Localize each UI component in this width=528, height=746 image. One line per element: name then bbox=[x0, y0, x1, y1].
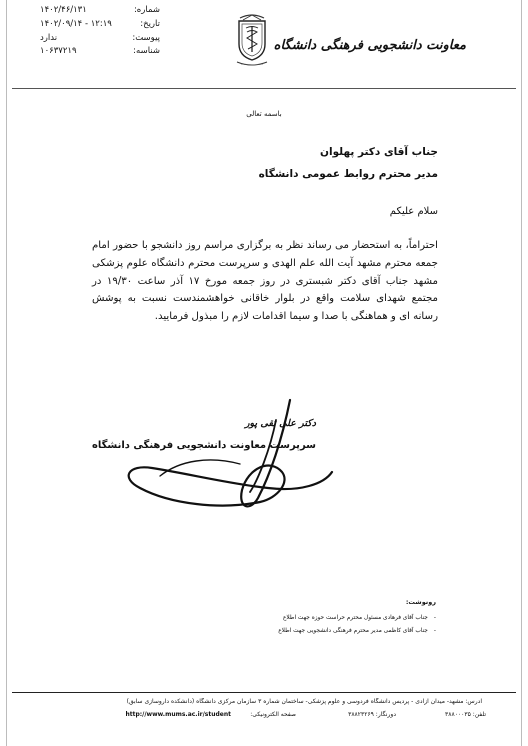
basmala: باسمه تعالی bbox=[246, 110, 282, 118]
signatory-name: دکتر علی تقی پور bbox=[244, 418, 316, 429]
meta-number-label: شماره: bbox=[133, 5, 160, 15]
footer-website-label: صفحه الکترونیکی: bbox=[250, 711, 296, 718]
meta-id-value: ۱۰۶۳۷۲۱۹ bbox=[40, 46, 77, 57]
greeting: سلام علیکم bbox=[389, 206, 438, 217]
footer-phone: تلفن: ۳۸۸۰۰۰۳۵ bbox=[445, 711, 486, 718]
meta-date-value: ۱۴۰۲/۰۹/۱۴ - ۱۲:۱۹ bbox=[40, 18, 112, 29]
meta-number-value: ۱۴۰۲/۴۶/۱۳۱ bbox=[40, 5, 87, 15]
meta-id-label: شناسه: bbox=[133, 46, 160, 57]
recipient-position: مدیر محترم روابط عمومی دانشگاه bbox=[258, 168, 438, 180]
meta-date-label: تاریخ: bbox=[140, 18, 160, 29]
letter-meta bbox=[40, 4, 160, 59]
footer-fax: دورنگار: ۳۸۸۲۳۲۶۹ bbox=[348, 711, 396, 718]
cc-item bbox=[176, 612, 436, 625]
meta-id-row bbox=[40, 45, 160, 59]
cc-item bbox=[176, 625, 436, 638]
header-divider bbox=[12, 88, 516, 89]
cc-item-text: جناب آقای فرهادی مسئول محترم حراست حوزه جهت اطلاع bbox=[282, 615, 428, 621]
cc-bullet: - bbox=[433, 628, 436, 634]
meta-attachment-label: پیوست: bbox=[132, 32, 160, 43]
recipient-name: جناب آقای دکتر پهلوان bbox=[320, 146, 438, 158]
meta-date-row bbox=[40, 18, 160, 32]
cc-bullet: - bbox=[433, 615, 436, 621]
meta-attachment-value: ندارد bbox=[40, 32, 58, 43]
recipient-block bbox=[259, 141, 438, 185]
cc-item-text: جناب آقای کاظمی مدیر محترم فرهنگی دانشجویی جهت اطلاع bbox=[278, 628, 428, 634]
footer-address: آدرس: مشهد- میدان آزادی - پردیس دانشگاه فردوسی و علوم پزشکی- ساختمان شماره ۳ سازمان مرکزی دانشگاه (دانشکده داروسازی سابق) bbox=[126, 698, 482, 705]
footer-contact bbox=[28, 711, 486, 723]
cc-list bbox=[176, 612, 436, 638]
university-logo bbox=[234, 12, 270, 68]
meta-attachment-row bbox=[40, 32, 160, 46]
signatory-title: سرپرست معاونت دانشجویی فرهنگی دانشگاه bbox=[91, 440, 316, 451]
cc-title: رونوشت: bbox=[405, 598, 436, 606]
letter-body: احتراماً، به استحضار می رساند نظر به برگزاری مراسم روز دانشجو با حضور امام جمعه محترم مشهد آیت الله علم الهدی و سرپرست محترم دانشگاه علوم پزشکی مشهد جناب آقای دکتر شبستری در روز جمعه مورخ ۱۷ آذر ساعت ۱۹/۳۰ در مجتمع شهدای سلامت واقع در بلوار خاقانی خواهشمندست نسبت به پوشش رسانه ای و هماهنگی با صدا و سیما اقدامات لازم را مبذول فرمایید. bbox=[92, 240, 438, 323]
department-title: معاونت دانشجویی فرهنگی دانشگاه bbox=[273, 38, 466, 53]
footer-divider bbox=[12, 692, 516, 693]
meta-number-row bbox=[40, 4, 160, 18]
footer-website-link[interactable]: http://www.mums.ac.ir/student bbox=[125, 711, 231, 718]
